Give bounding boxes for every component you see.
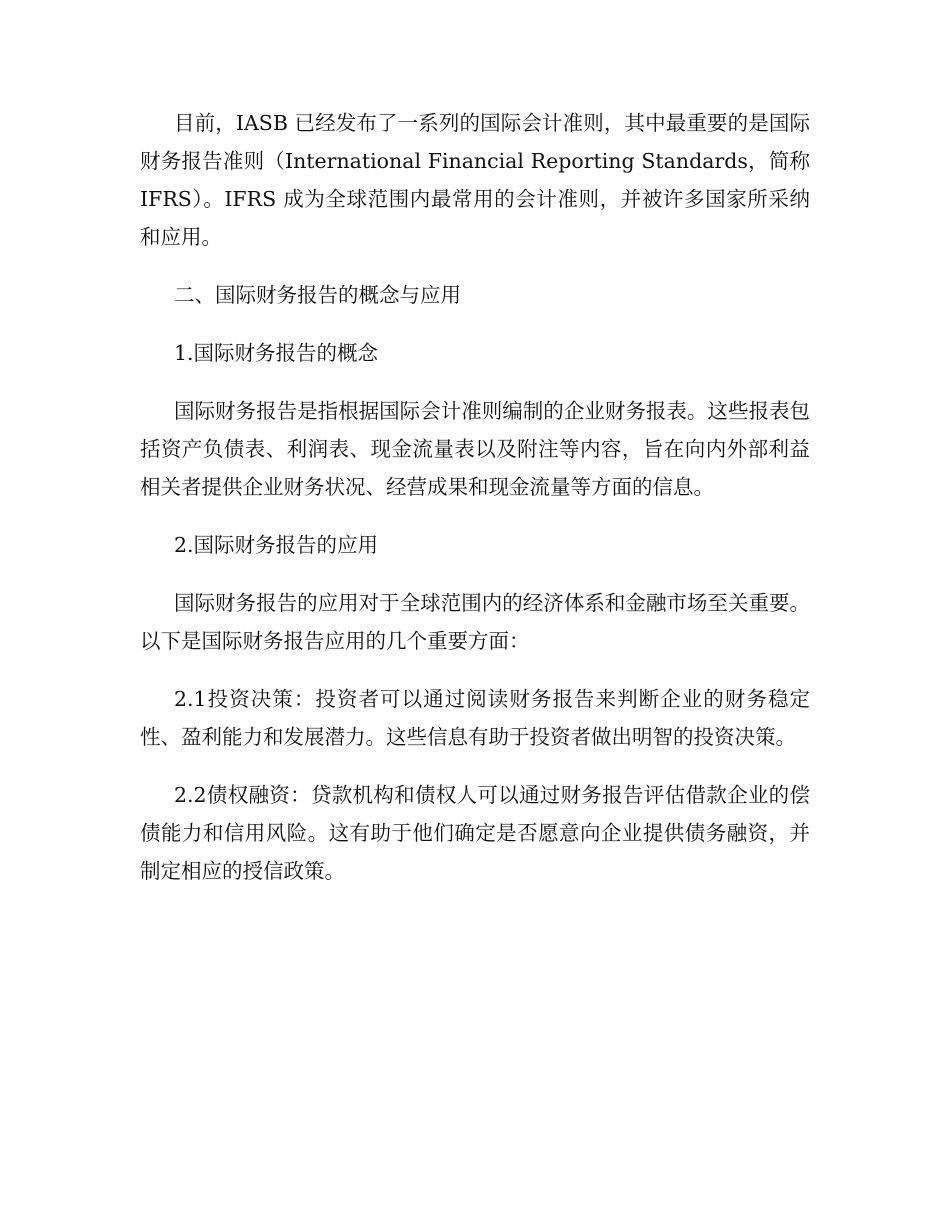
document-body	[140, 104, 810, 910]
paragraph-ifrs-intro: 目前，IASB 已经发布了一系列的国际会计准则，其中最重要的是国际财务报告准则（International Financial Reporting Standards，简称 IFRS）。IFRS 成为全球范围内最常用的会计准则，并被许多国家所采纳和应用。	[140, 111, 810, 249]
subsection-heading-concept: 1.国际财务报告的概念	[174, 341, 379, 365]
paragraph-investment-decision: 2.1投资决策：投资者可以通过阅读财务报告来判断企业的财务稳定性、盈利能力和发展潜力。这些信息有助于投资者做出明智的投资决策。	[140, 687, 810, 749]
paragraph-debt-financing: 2.2债权融资：贷款机构和债权人可以通过财务报告评估借款企业的偿债能力和信用风险。这有助于他们确定是否愿意向企业提供债务融资，并制定相应的授信政策。	[140, 783, 810, 883]
section-heading-concept-and-application: 二、国际财务报告的概念与应用	[174, 283, 461, 307]
paragraph-application-intro: 国际财务报告的应用对于全球范围内的经济体系和金融市场至关重要。以下是国际财务报告应用的几个重要方面：	[140, 591, 810, 653]
paragraph-concept: 国际财务报告是指根据国际会计准则编制的企业财务报表。这些报表包括资产负债表、利润表、现金流量表以及附注等内容，旨在向内外部利益相关者提供企业财务状况、经营成果和现金流量等方面的信息。	[140, 399, 810, 499]
subsection-heading-application: 2.国际财务报告的应用	[174, 533, 379, 557]
